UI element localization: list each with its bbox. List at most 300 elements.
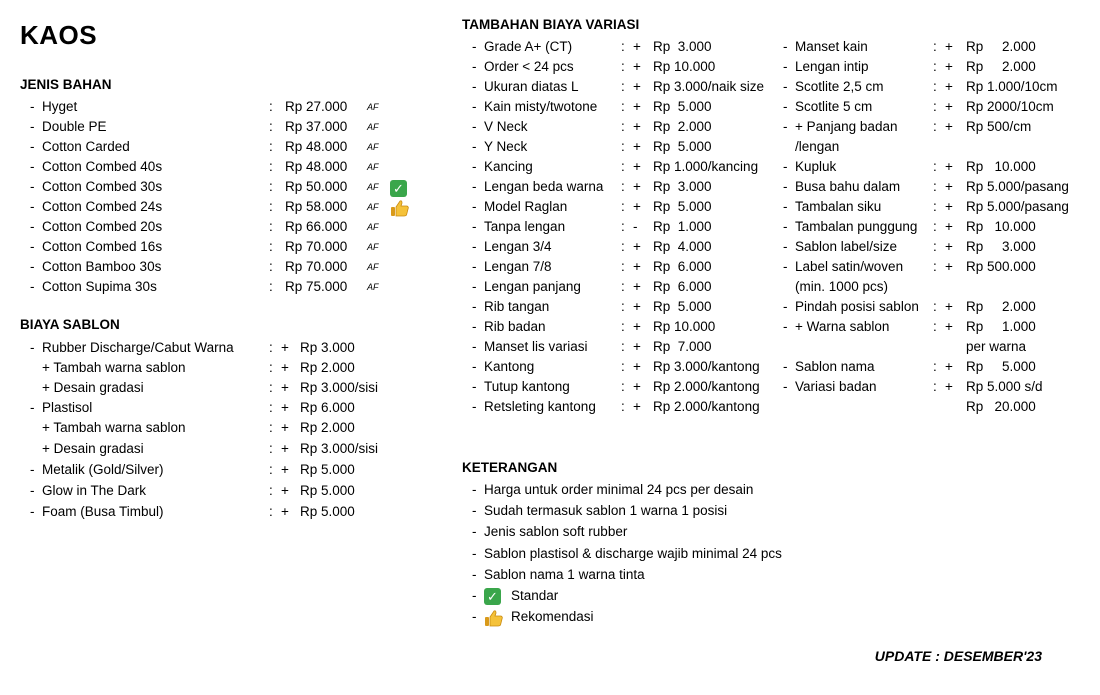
bahan-tag: AF: [367, 102, 379, 112]
colon: :: [269, 279, 273, 294]
keterangan-text: Standar: [511, 588, 559, 603]
bullet: -: [783, 79, 788, 94]
variasi-row: [472, 37, 782, 57]
sablon-row: [30, 439, 430, 459]
variasi-label: Order < 24 pcs: [484, 59, 574, 74]
colon: :: [269, 504, 273, 519]
variasi-row: [783, 117, 1083, 154]
variasi-label: Manset kain: [795, 39, 868, 54]
sign: +: [633, 339, 641, 354]
thumbs-up-icon: [484, 609, 504, 627]
variasi-row: [783, 157, 1083, 177]
bullet: -: [783, 159, 788, 174]
colon: :: [933, 119, 937, 134]
sign: +: [945, 319, 953, 334]
sign: +: [633, 379, 641, 394]
colon: :: [621, 119, 625, 134]
bullet: -: [30, 400, 35, 415]
variasi-row: [783, 217, 1083, 237]
sign: +: [945, 59, 953, 74]
jenis-bahan-heading: JENIS BAHAN: [20, 77, 112, 92]
sign: +: [633, 99, 641, 114]
bullet: -: [783, 179, 788, 194]
bullet: -: [30, 239, 35, 254]
bahan-tag: AF: [367, 242, 379, 252]
colon: :: [269, 239, 273, 254]
variasi-row: [472, 77, 782, 97]
bullet: -: [30, 119, 35, 134]
colon: :: [933, 199, 937, 214]
sign: +: [945, 239, 953, 254]
bullet: -: [783, 219, 788, 234]
bullet: -: [472, 119, 477, 134]
sign: +: [945, 219, 953, 234]
sablon-label: Metalik (Gold/Silver): [42, 462, 164, 477]
variasi-row: [472, 177, 782, 197]
sign: +: [945, 99, 953, 114]
colon: :: [621, 239, 625, 254]
sablon-row: [30, 418, 430, 438]
bahan-name: Cotton Combed 30s: [42, 179, 163, 194]
colon: :: [269, 340, 273, 355]
bullet: -: [783, 119, 788, 134]
bullet: -: [472, 339, 477, 354]
colon: :: [269, 179, 273, 194]
variasi-price: Rp 7.000: [653, 339, 712, 354]
bullet: -: [30, 159, 35, 174]
colon: :: [621, 99, 625, 114]
colon: :: [269, 199, 273, 214]
bahan-tag: AF: [367, 182, 379, 192]
colon: :: [933, 239, 937, 254]
bahan-row: [30, 217, 430, 237]
variasi-label: Retsleting kantong: [484, 399, 596, 414]
variasi-price: Rp 3.000/kantong: [653, 359, 760, 374]
sablon-price: Rp 5.000: [300, 504, 355, 519]
sign: +: [281, 340, 289, 355]
keterangan-text: Sablon nama 1 warna tinta: [484, 566, 645, 582]
colon: :: [269, 462, 273, 477]
bullet: -: [30, 504, 35, 519]
colon: :: [621, 399, 625, 414]
sign: +: [945, 39, 953, 54]
bullet: -: [472, 279, 477, 294]
bullet: -: [783, 199, 788, 214]
sign: +: [281, 400, 289, 415]
bullet: -: [30, 462, 35, 477]
bullet: -: [472, 59, 477, 74]
sign: +: [633, 39, 641, 54]
sign: +: [633, 79, 641, 94]
variasi-row: [783, 57, 1083, 77]
sablon-price: Rp 3.000/sisi: [300, 380, 379, 395]
variasi-price: Rp 5.000: [966, 359, 1036, 374]
bullet: -: [472, 259, 477, 274]
bullet: -: [30, 199, 35, 214]
bullet: -: [783, 59, 788, 74]
sablon-row: [30, 358, 430, 378]
bullet: -: [30, 483, 35, 498]
sign: +: [945, 259, 953, 274]
colon: :: [269, 219, 273, 234]
sablon-row: [30, 338, 430, 358]
bullet: -: [472, 39, 477, 54]
sign: +: [281, 441, 289, 456]
variasi-label: Tambalan punggung: [795, 219, 918, 234]
keterangan-item: [472, 607, 992, 627]
variasi-label: Kupluk: [795, 159, 837, 174]
bullet: -: [472, 239, 477, 254]
bahan-row: [30, 157, 430, 177]
variasi-price: Rp 5.000: [653, 139, 712, 154]
colon: :: [621, 39, 625, 54]
bahan-name: Cotton Combed 16s: [42, 239, 163, 254]
bullet: -: [783, 39, 788, 54]
variasi-price: Rp 6.000: [653, 279, 712, 294]
bahan-icon-wrap: [390, 178, 407, 198]
keterangan-icon-wrap: [484, 607, 504, 627]
colon: :: [933, 379, 937, 394]
bahan-tag: AF: [367, 142, 379, 152]
variasi-row: [783, 317, 1083, 354]
bahan-name: Cotton Carded: [42, 139, 130, 154]
keterangan-item: [472, 480, 992, 500]
keterangan-item: [472, 565, 992, 585]
sablon-price: Rp 5.000: [300, 462, 355, 477]
sign: +: [281, 380, 289, 395]
variasi-row: [472, 277, 782, 297]
bullet: -: [472, 545, 477, 561]
sablon-label: Glow in The Dark: [42, 483, 147, 498]
bullet: -: [472, 503, 477, 519]
variasi-price: Rp 1.000: [653, 219, 712, 234]
keterangan-text: Harga untuk order minimal 24 pcs per desain: [484, 482, 754, 497]
colon: :: [621, 319, 625, 334]
colon: :: [269, 119, 273, 134]
bahan-price: Rp 75.000: [285, 279, 348, 294]
bullet: -: [30, 259, 35, 274]
bullet: -: [783, 319, 788, 334]
bahan-row: [30, 237, 430, 257]
bahan-tag: AF: [367, 262, 379, 272]
variasi-label: Tanpa lengan: [484, 219, 566, 234]
bahan-price: Rp 70.000: [285, 239, 348, 254]
bahan-row: [30, 257, 430, 277]
sign: +: [633, 139, 641, 154]
variasi-price: Rp 2.000: [966, 299, 1036, 314]
bullet: -: [472, 79, 477, 94]
variasi-price: Rp 10.000: [653, 319, 716, 334]
sign: +: [945, 79, 953, 94]
bahan-tag: AF: [367, 202, 379, 212]
variasi-price: Rp 2.000/kantong: [653, 399, 760, 414]
bahan-name: Cotton Combed 24s: [42, 199, 163, 214]
variasi-row: [472, 257, 782, 277]
variasi-price: Rp 3.000: [653, 39, 712, 54]
colon: :: [621, 199, 625, 214]
sablon-row: [30, 502, 430, 522]
variasi-row: [783, 237, 1083, 257]
sablon-row: [30, 398, 430, 418]
bullet: -: [30, 99, 35, 114]
sign: +: [633, 259, 641, 274]
sign: +: [945, 179, 953, 194]
sablon-row: [30, 378, 430, 398]
bullet: -: [472, 379, 477, 394]
sign: +: [633, 199, 641, 214]
bullet: -: [472, 159, 477, 174]
keterangan-text: Jenis sablon soft rubber: [484, 524, 628, 540]
bahan-row: [30, 137, 430, 157]
variasi-row: [472, 317, 782, 337]
variasi-label: Grade A+ (CT): [484, 39, 573, 54]
variasi-price: Rp 5.000: [653, 299, 712, 314]
keterangan-item: [472, 501, 992, 521]
sablon-row: [30, 460, 430, 480]
bahan-price: Rp 48.000: [285, 139, 348, 154]
variasi-label: Scotlite 2,5 cm: [795, 79, 884, 94]
variasi-row: [472, 197, 782, 217]
variasi-price: Rp 5.000/pasang: [966, 179, 1069, 194]
bullet: -: [472, 609, 477, 625]
variasi-row: [783, 357, 1083, 377]
colon: :: [269, 420, 273, 435]
variasi-row: [472, 357, 782, 377]
variasi-label: V Neck: [484, 119, 528, 134]
variasi-price: Rp 6.000: [653, 259, 712, 274]
variasi-price: Rp 1.000/10cm: [966, 79, 1058, 94]
colon: :: [621, 179, 625, 194]
keterangan-item: [472, 544, 992, 564]
sign: +: [945, 159, 953, 174]
variasi-price: Rp 2.000: [966, 59, 1036, 74]
sablon-label: + Desain gradasi: [42, 380, 144, 395]
colon: :: [269, 483, 273, 498]
variasi-price: Rp 5.000/pasang: [966, 199, 1069, 214]
sablon-label: + Tambah warna sablon: [42, 360, 186, 375]
variasi-label: Lengan 7/8: [484, 259, 552, 274]
bullet: -: [783, 359, 788, 374]
colon: :: [269, 400, 273, 415]
bullet: -: [472, 566, 477, 582]
variasi-row: [783, 377, 1083, 414]
sign: +: [633, 319, 641, 334]
variasi-row: [783, 257, 1083, 294]
variasi-label: Tambalan siku: [795, 199, 882, 214]
variasi-row: [472, 57, 782, 77]
bahan-name: Cotton Combed 20s: [42, 219, 163, 234]
sign: +: [945, 379, 953, 394]
bullet: -: [30, 279, 35, 294]
colon: :: [621, 359, 625, 374]
variasi-price: Rp 10.000: [966, 219, 1036, 234]
variasi-row: [783, 177, 1083, 197]
bullet: -: [783, 99, 788, 114]
variasi-price: Rp 500/cm: [966, 119, 1032, 134]
sign: +: [633, 299, 641, 314]
variasi-row: [472, 157, 782, 177]
variasi-label: Rib tangan: [484, 299, 550, 314]
bullet: -: [783, 379, 788, 394]
colon: :: [933, 59, 937, 74]
variasi-price: Rp 4.000: [653, 239, 712, 254]
bahan-tag: AF: [367, 282, 379, 292]
bahan-row: [30, 197, 430, 217]
variasi-label: Model Raglan: [484, 199, 568, 214]
bullet: -: [472, 139, 477, 154]
colon: :: [269, 360, 273, 375]
bullet: -: [472, 482, 477, 497]
variasi-price: Rp 2000/10cm: [966, 99, 1054, 114]
variasi-label: Lengan beda warna: [484, 179, 604, 194]
sablon-label: + Desain gradasi: [42, 441, 144, 456]
variasi-label: Rib badan: [484, 319, 546, 334]
variasi-label: Y Neck: [484, 139, 528, 154]
sign: +: [633, 179, 641, 194]
colon: :: [933, 39, 937, 54]
colon: :: [933, 299, 937, 314]
bahan-price: Rp 48.000: [285, 159, 348, 174]
sign: +: [633, 399, 641, 414]
variasi-row: [472, 97, 782, 117]
sign: +: [945, 299, 953, 314]
variasi-label: Label satin/woven: [795, 259, 904, 274]
sablon-row: [30, 481, 430, 501]
keterangan-item: [472, 522, 992, 542]
variasi-row: [783, 97, 1083, 117]
variasi-label: Ukuran diatas L: [484, 79, 579, 94]
bullet: -: [472, 219, 477, 234]
bahan-price: Rp 37.000: [285, 119, 348, 134]
sign: +: [633, 159, 641, 174]
variasi-price: Rp 2.000/kantong: [653, 379, 760, 394]
variasi-price: Rp 500.000: [966, 259, 1036, 274]
bullet: -: [30, 179, 35, 194]
colon: :: [621, 79, 625, 94]
variasi-label: Lengan intip: [795, 59, 869, 74]
sign: +: [633, 279, 641, 294]
colon: :: [621, 59, 625, 74]
colon: :: [933, 179, 937, 194]
thumbs-up-icon: [390, 199, 410, 217]
bahan-row: [30, 277, 430, 297]
keterangan-heading: KETERANGAN: [462, 460, 558, 475]
sign: +: [633, 359, 641, 374]
variasi-price: Rp 2.000: [966, 39, 1036, 54]
variasi-label-cont: /lengan: [795, 139, 840, 154]
variasi-row: [472, 117, 782, 137]
bahan-price: Rp 66.000: [285, 219, 348, 234]
variasi-price: Rp 5.000 s/d: [966, 379, 1043, 394]
bahan-row: [30, 177, 430, 197]
variasi-price: Rp 3.000: [653, 179, 712, 194]
keterangan-text: Sablon plastisol & discharge wajib minimal 24 pcs: [484, 545, 782, 561]
colon: :: [621, 379, 625, 394]
check-icon: ✓: [484, 588, 501, 605]
variasi-row: [472, 137, 782, 157]
variasi-label: Lengan 3/4: [484, 239, 552, 254]
variasi-row: [472, 377, 782, 397]
colon: :: [269, 380, 273, 395]
bahan-icon-wrap: [390, 198, 410, 218]
check-icon: ✓: [390, 180, 407, 197]
bullet: -: [472, 179, 477, 194]
colon: :: [621, 279, 625, 294]
bullet: -: [783, 239, 788, 254]
sablon-label: Foam (Busa Timbul): [42, 504, 164, 519]
colon: :: [269, 139, 273, 154]
variasi-price: Rp 5.000: [653, 199, 712, 214]
keterangan-icon-wrap: [484, 586, 501, 606]
sablon-label: + Tambah warna sablon: [42, 420, 186, 435]
keterangan-text: Rekomendasi: [511, 609, 594, 625]
bahan-price: Rp 50.000: [285, 179, 348, 194]
variasi-label: + Warna sablon: [795, 319, 890, 334]
variasi-price-cont: per warna: [966, 339, 1027, 354]
variasi-label: Kantong: [484, 359, 535, 374]
colon: :: [933, 159, 937, 174]
variasi-row: [472, 237, 782, 257]
bahan-tag: AF: [367, 122, 379, 132]
variasi-row: [472, 397, 782, 417]
sign: +: [633, 239, 641, 254]
sign: +: [281, 360, 289, 375]
bullet: -: [783, 299, 788, 314]
bahan-price: Rp 70.000: [285, 259, 348, 274]
variasi-price: Rp 10.000: [653, 59, 716, 74]
colon: :: [933, 319, 937, 334]
bahan-name: Cotton Combed 40s: [42, 159, 163, 174]
bullet: -: [783, 259, 788, 274]
variasi-row: [783, 77, 1083, 97]
sablon-price: Rp 3.000/sisi: [300, 441, 379, 456]
variasi-price: Rp 3.000: [966, 239, 1036, 254]
keterangan-text: Sudah termasuk sablon 1 warna 1 posisi: [484, 503, 728, 519]
bullet: -: [472, 99, 477, 114]
sign: +: [945, 359, 953, 374]
variasi-label: Tutup kantong: [484, 379, 570, 394]
bullet: -: [30, 139, 35, 154]
bahan-row: [30, 117, 430, 137]
variasi-label: Kain misty/twotone: [484, 99, 598, 114]
sign: -: [633, 219, 638, 234]
bahan-name: Double PE: [42, 119, 107, 134]
colon: :: [621, 139, 625, 154]
variasi-label: Sablon label/size: [795, 239, 898, 254]
variasi-row: [783, 37, 1083, 57]
variasi-price: Rp 3.000/naik size: [653, 79, 765, 94]
bahan-tag: AF: [367, 162, 379, 172]
bahan-price: Rp 58.000: [285, 199, 348, 214]
variasi-label: Pindah posisi sablon: [795, 299, 919, 314]
sablon-label: Plastisol: [42, 400, 93, 415]
variasi-label: Scotlite 5 cm: [795, 99, 873, 114]
sablon-price: Rp 3.000: [300, 340, 355, 355]
bullet: -: [30, 219, 35, 234]
variasi-row: [472, 297, 782, 317]
bahan-price: Rp 27.000: [285, 99, 348, 114]
colon: :: [933, 99, 937, 114]
bullet: -: [472, 199, 477, 214]
colon: :: [933, 359, 937, 374]
sign: +: [281, 483, 289, 498]
sablon-price: Rp 2.000: [300, 420, 355, 435]
biaya-sablon-heading: BIAYA SABLON: [20, 317, 120, 332]
variasi-label: Kancing: [484, 159, 533, 174]
variasi-price: Rp 5.000: [653, 99, 712, 114]
sign: +: [281, 504, 289, 519]
variasi-label: Sablon nama: [795, 359, 875, 374]
